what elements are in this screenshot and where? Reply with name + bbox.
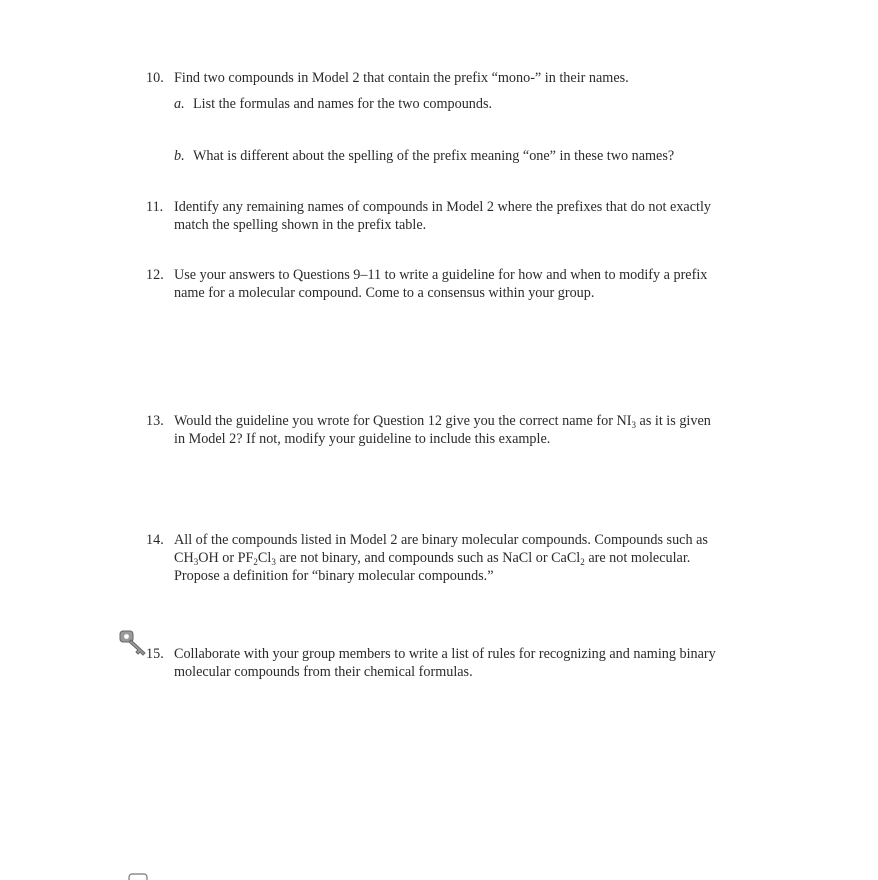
question-number: 11. [146, 199, 164, 215]
text-part: are not binary, and compounds such as NaCl or CaCl [275, 550, 581, 566]
text-part: Cl [257, 550, 272, 566]
question-number: 14. [146, 532, 164, 548]
question-number: 10. [146, 70, 164, 86]
question-text [174, 412, 746, 448]
text-part: as it is given [635, 413, 711, 429]
question-line: name for a molecular compound. Come to a consensus within your group. [174, 285, 595, 301]
question-10a [174, 95, 734, 113]
subscript: 2 [253, 557, 258, 567]
question-10b [174, 147, 734, 165]
question-line: Propose a definition for “binary molecular compounds.” [174, 568, 494, 584]
question-line: in Model 2? If not, modify your guideline to include this example. [174, 431, 551, 447]
subquestion-letter: a. [174, 96, 185, 112]
text-part: are not molecular. [584, 550, 691, 566]
question-line [174, 549, 746, 567]
question-line: Use your answers to Questions 9–11 to write a guideline for how and when to modify a prefix [174, 267, 708, 283]
question-number: 12. [146, 267, 164, 283]
question-number: 15. [146, 646, 164, 662]
subquestion-text: What is different about the spelling of the prefix meaning “one” in these two names? [193, 148, 675, 164]
subscript: 3 [631, 420, 636, 430]
question-14 [146, 531, 746, 585]
question-11 [146, 198, 746, 234]
subscript: 3 [193, 557, 199, 567]
subscript: 3 [271, 557, 276, 567]
question-12 [146, 266, 746, 302]
question-line: Identify any remaining names of compounds in Model 2 where the prefixes that do not exactly [174, 199, 712, 215]
question-line: All of the compounds listed in Model 2 are binary molecular compounds. Compounds such as [174, 532, 708, 548]
subscript: 2 [580, 557, 585, 567]
question-15 [146, 645, 746, 681]
question-text [174, 645, 746, 681]
corner-icon [128, 872, 148, 880]
question-number: 13. [146, 413, 164, 429]
question-text [174, 531, 746, 585]
text-part: CH [174, 550, 194, 566]
question-line: match the spelling shown in the prefix table. [174, 217, 427, 233]
question-line [174, 412, 746, 430]
text-part: OH or PF [198, 550, 254, 566]
question-text [174, 266, 746, 302]
question-text: Find two compounds in Model 2 that contain the prefix “mono-” in their names. [174, 70, 629, 86]
text-part: Would the guideline you wrote for Question 12 give you the correct name for NI [174, 413, 632, 429]
subquestion-letter: b. [174, 148, 185, 164]
question-13 [146, 412, 746, 448]
question-text [174, 198, 746, 234]
question-10 [146, 69, 746, 87]
subquestion-text: List the formulas and names for the two compounds. [193, 96, 493, 112]
question-line: molecular compounds from their chemical formulas. [174, 664, 473, 680]
question-line: Collaborate with your group members to write a list of rules for recognizing and naming binary [174, 646, 716, 662]
